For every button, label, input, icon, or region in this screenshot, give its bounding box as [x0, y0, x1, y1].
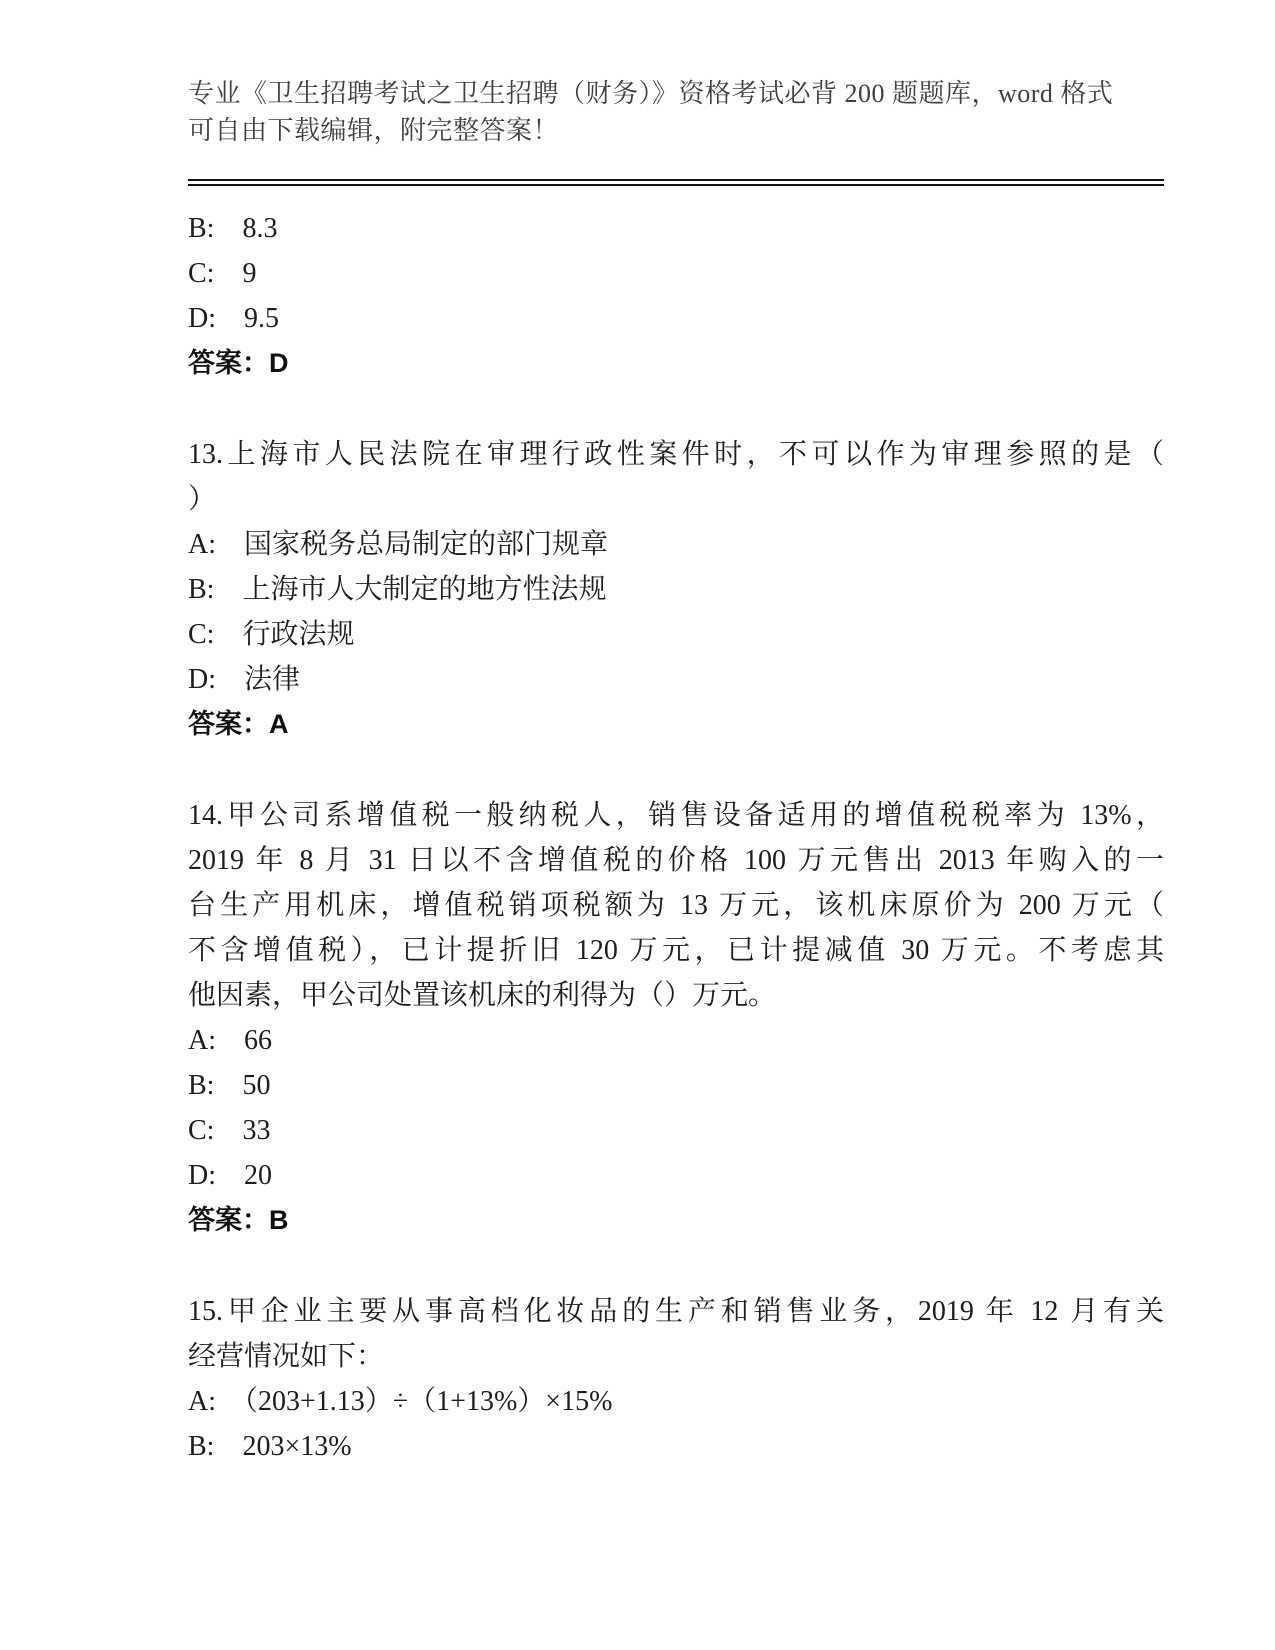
question-stem-line: 2019 年 8 月 31 日以不含增值税的价格 100 万元售出 2013 年购入的一: [188, 845, 1164, 876]
option-line: D: 法律: [188, 664, 301, 695]
question-stem-line: 他因素，甲公司处置该机床的利得为（）万元。: [188, 980, 777, 1011]
question-13: [188, 432, 1164, 747]
option-line: B: 50: [188, 1070, 271, 1101]
question-stem-line: ）: [188, 484, 217, 515]
option-line: D: 9.5: [188, 303, 280, 334]
answer-line: 答案：D: [188, 348, 289, 378]
question-stem-line: 经营情况如下：: [188, 1341, 385, 1372]
question-12-partial: [188, 206, 1164, 386]
option-line: D: 20: [188, 1160, 273, 1191]
option-line: A: （203+1.13）÷（1+13%）×15%: [188, 1386, 613, 1417]
option-line: B: 203×13%: [188, 1431, 352, 1462]
question-stem-line: 不含增值税），已计提折旧 120 万元，已计提减值 30 万元。不考虑其: [188, 935, 1164, 966]
doc-body: [188, 206, 1164, 1469]
question-stem-line: 14.甲公司系增值税一般纳税人，销售设备适用的增值税税率为 13%，: [188, 800, 1164, 831]
question-stem-line: 台生产用机床，增值税销项税额为 13 万元，该机床原价为 200 万元（: [188, 890, 1164, 921]
question-stem-line: 13.上海市人民法院在审理行政性案件时，不可以作为审理参照的是（: [188, 439, 1164, 470]
question-stem-line: 15.甲企业主要从事高档化妆品的生产和销售业务，2019 年 12 月有关: [188, 1296, 1164, 1327]
option-line: A: 国家税务总局制定的部门规章: [188, 529, 609, 560]
option-line: C: 33: [188, 1115, 271, 1146]
question-15: [188, 1289, 1164, 1469]
option-line: C: 行政法规: [188, 619, 355, 650]
doc-header-line-2: 可自由下载编辑，附完整答案！: [188, 116, 560, 145]
question-14: [188, 793, 1164, 1243]
option-line: B: 上海市人大制定的地方性法规: [188, 574, 607, 605]
answer-line: 答案：B: [188, 1205, 289, 1235]
answer-line: 答案：A: [188, 709, 289, 739]
doc-header-line-1: 专业《卫生招聘考试之卫生招聘（财务）》资格考试必背 200 题题库，word 格式: [188, 79, 1114, 108]
option-line: C: 9: [188, 258, 257, 289]
document-page: [188, 75, 1164, 1469]
header-rule: [188, 179, 1164, 186]
option-line: A: 66: [188, 1025, 273, 1056]
option-line: B: 8.3: [188, 213, 278, 244]
doc-header: [188, 75, 1164, 149]
